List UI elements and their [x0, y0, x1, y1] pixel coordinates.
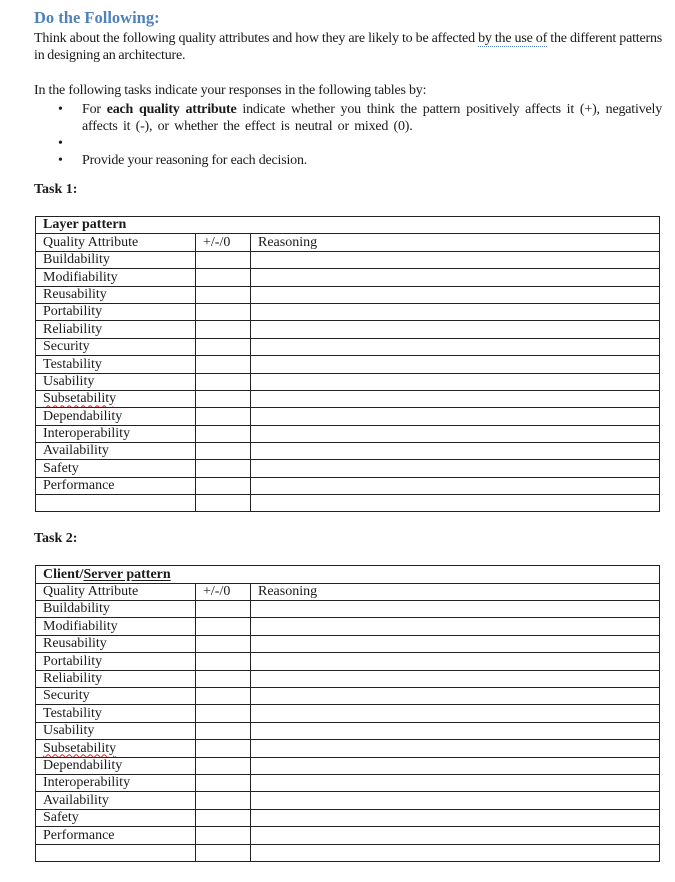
- attribute-name: Availability: [43, 792, 109, 808]
- rating-cell[interactable]: [196, 477, 251, 494]
- rating-cell[interactable]: [196, 722, 251, 739]
- table-row: [36, 425, 660, 442]
- attribute-name: Buildability: [43, 601, 110, 617]
- reasoning-cell[interactable]: [251, 687, 660, 704]
- rating-cell[interactable]: [196, 321, 251, 338]
- table-row: [36, 601, 660, 618]
- bullet-1-pre: For: [82, 102, 107, 117]
- attribute-name: Performance: [43, 827, 115, 843]
- table-row: [36, 269, 660, 286]
- header-quality-attribute: Quality Attribute: [36, 583, 196, 600]
- reasoning-cell[interactable]: [251, 601, 660, 618]
- attribute-name: Reusability: [43, 286, 107, 302]
- attribute-name-cell: [36, 774, 196, 791]
- attribute-name-cell: [36, 477, 196, 494]
- attribute-name-cell: [36, 687, 196, 704]
- attribute-name-cell: [36, 827, 196, 844]
- intro-dotted-phrase: by the use of: [478, 31, 548, 46]
- attribute-name-cell: [36, 460, 196, 477]
- task-1-table: [35, 216, 660, 512]
- attribute-name: Reliability: [43, 670, 103, 686]
- rating-cell[interactable]: [196, 269, 251, 286]
- header-reasoning: Reasoning: [251, 234, 660, 251]
- reasoning-cell[interactable]: [251, 356, 660, 373]
- rating-cell[interactable]: [196, 687, 251, 704]
- bullet-1-bold: each quality attribute: [106, 102, 237, 117]
- pattern-title-prefix: Client/: [43, 566, 84, 582]
- reasoning-cell[interactable]: [251, 809, 660, 826]
- reasoning-cell[interactable]: [251, 443, 660, 460]
- intro-paragraph: [34, 30, 662, 64]
- rating-cell[interactable]: [196, 653, 251, 670]
- rating-cell[interactable]: [196, 705, 251, 722]
- attribute-name: Security: [43, 688, 90, 704]
- attribute-name-cell: [36, 251, 196, 268]
- empty-cell[interactable]: [36, 495, 196, 512]
- attribute-name: Dependability: [43, 757, 123, 773]
- table-row: [36, 687, 660, 704]
- attribute-name-cell: [36, 425, 196, 442]
- bullet-dot-icon: •: [58, 102, 63, 117]
- header-quality-attribute: Quality Attribute: [36, 234, 196, 251]
- reasoning-cell[interactable]: [251, 827, 660, 844]
- attribute-name: Interoperability: [43, 775, 131, 791]
- attribute-name: Performance: [43, 478, 115, 494]
- rating-cell[interactable]: [196, 757, 251, 774]
- attribute-name-cell: [36, 408, 196, 425]
- instructions-paragraph: In the following tasks indicate your responses in the following tables by:: [34, 83, 427, 98]
- table-row: [36, 635, 660, 652]
- table-row: [36, 286, 660, 303]
- attribute-name-cell: [36, 303, 196, 320]
- attribute-name: Modifiability: [43, 618, 118, 634]
- attribute-name-cell: [36, 390, 196, 407]
- empty-cell[interactable]: [251, 844, 660, 861]
- rating-cell[interactable]: [196, 251, 251, 268]
- task-2-table: [35, 565, 660, 861]
- table-row: [36, 303, 660, 320]
- attribute-name: Subsetability: [43, 740, 117, 756]
- attribute-name-cell: [36, 338, 196, 355]
- rating-cell[interactable]: [196, 635, 251, 652]
- attribute-name: Availability: [43, 443, 109, 459]
- attribute-name-cell: [36, 269, 196, 286]
- table-row: [36, 338, 660, 355]
- attribute-name: Portability: [43, 304, 103, 320]
- rating-cell[interactable]: [196, 827, 251, 844]
- table-row: [36, 670, 660, 687]
- table-row: [36, 722, 660, 739]
- bullet-3-text: Provide your reasoning for each decision.: [82, 153, 308, 168]
- reasoning-cell[interactable]: [251, 321, 660, 338]
- rating-cell[interactable]: [196, 303, 251, 320]
- intro-text-end: the different patterns in designing an architecture.: [34, 31, 662, 63]
- reasoning-cell[interactable]: [251, 373, 660, 390]
- rating-cell[interactable]: [196, 792, 251, 809]
- attribute-name-cell: [36, 443, 196, 460]
- bullet-dot-icon: •: [58, 136, 63, 151]
- rating-cell[interactable]: [196, 408, 251, 425]
- pattern-title-underlined: Server pattern: [83, 566, 171, 582]
- task-2-title: Task 2:: [34, 531, 78, 547]
- attribute-name-cell: [36, 321, 196, 338]
- reasoning-cell[interactable]: [251, 425, 660, 442]
- table-row: [36, 356, 660, 373]
- attribute-name-cell: [36, 705, 196, 722]
- table-row: [36, 251, 660, 268]
- table-row: [36, 390, 660, 407]
- reasoning-cell[interactable]: [251, 286, 660, 303]
- bullet-dot-icon: •: [58, 153, 63, 168]
- reasoning-cell[interactable]: [251, 792, 660, 809]
- empty-cell[interactable]: [196, 495, 251, 512]
- pattern-title-cell: [36, 566, 660, 583]
- reasoning-cell[interactable]: [251, 338, 660, 355]
- attribute-name-cell: [36, 757, 196, 774]
- attribute-name-cell: [36, 792, 196, 809]
- empty-cell[interactable]: [36, 844, 196, 861]
- attribute-name-cell: [36, 653, 196, 670]
- bullet-item-quality-attribute: [34, 101, 662, 135]
- attribute-name-cell: [36, 356, 196, 373]
- reasoning-cell[interactable]: [251, 774, 660, 791]
- attribute-name-cell: [36, 635, 196, 652]
- reasoning-cell[interactable]: [251, 653, 660, 670]
- reasoning-cell[interactable]: [251, 722, 660, 739]
- table-row: [36, 408, 660, 425]
- attribute-name-cell: [36, 618, 196, 635]
- pattern-title-cell: Layer pattern: [36, 217, 660, 234]
- header-rating: +/-/0: [196, 583, 251, 600]
- attribute-name: Safety: [43, 460, 79, 476]
- reasoning-cell[interactable]: [251, 251, 660, 268]
- rating-cell[interactable]: [196, 425, 251, 442]
- table-row: [36, 774, 660, 791]
- reasoning-cell[interactable]: [251, 757, 660, 774]
- table-title-row: [36, 217, 660, 234]
- reasoning-cell[interactable]: [251, 670, 660, 687]
- header-rating: +/-/0: [196, 234, 251, 251]
- attribute-name: Security: [43, 339, 90, 355]
- attribute-name-cell: [36, 601, 196, 618]
- reasoning-cell[interactable]: [251, 477, 660, 494]
- rating-cell[interactable]: [196, 809, 251, 826]
- table-row: [36, 460, 660, 477]
- attribute-name-cell: [36, 286, 196, 303]
- table-row: [36, 443, 660, 460]
- table-row: [36, 757, 660, 774]
- attribute-name: Subsetability: [43, 391, 117, 407]
- rating-cell[interactable]: [196, 443, 251, 460]
- attribute-name-cell: [36, 722, 196, 739]
- attribute-name: Buildability: [43, 252, 110, 268]
- reasoning-cell[interactable]: [251, 705, 660, 722]
- rating-cell[interactable]: [196, 740, 251, 757]
- table-row: [36, 827, 660, 844]
- document-page: [34, 8, 662, 862]
- attribute-name-cell: [36, 740, 196, 757]
- attribute-name-cell: [36, 670, 196, 687]
- rating-cell[interactable]: [196, 670, 251, 687]
- empty-cell[interactable]: [251, 495, 660, 512]
- empty-cell[interactable]: [196, 844, 251, 861]
- rating-cell[interactable]: [196, 356, 251, 373]
- reasoning-cell[interactable]: [251, 740, 660, 757]
- reasoning-cell[interactable]: [251, 460, 660, 477]
- attribute-name: Interoperability: [43, 426, 131, 442]
- table-row: [36, 373, 660, 390]
- table-row: [36, 705, 660, 722]
- table-row: [36, 618, 660, 635]
- rating-cell[interactable]: [196, 338, 251, 355]
- reasoning-cell[interactable]: [251, 269, 660, 286]
- table-row: [36, 809, 660, 826]
- attribute-name-cell: [36, 809, 196, 826]
- attribute-name: Testability: [43, 356, 102, 372]
- attribute-name: Dependability: [43, 408, 123, 424]
- attribute-name: Modifiability: [43, 269, 118, 285]
- table-row: [36, 792, 660, 809]
- reasoning-cell[interactable]: [251, 408, 660, 425]
- attribute-name: Testability: [43, 705, 102, 721]
- rating-cell[interactable]: [196, 774, 251, 791]
- rating-cell[interactable]: [196, 286, 251, 303]
- reasoning-cell[interactable]: [251, 303, 660, 320]
- header-reasoning: Reasoning: [251, 583, 660, 600]
- attribute-name: Reliability: [43, 321, 103, 337]
- attribute-name: Portability: [43, 653, 103, 669]
- rating-cell[interactable]: [196, 601, 251, 618]
- rating-cell[interactable]: [196, 390, 251, 407]
- bullet-1-post: indicate whether you think the pattern positively affects it (+), negatively affects it (-), or whether the effect is neutral or mixed (0).: [82, 102, 662, 134]
- bullet-item-empty: [34, 135, 662, 152]
- empty-table-row: [36, 495, 660, 512]
- rating-cell[interactable]: [196, 373, 251, 390]
- task-1-title: Task 1:: [34, 182, 78, 197]
- attribute-name: Usability: [43, 723, 95, 739]
- table-title-row: [36, 566, 660, 583]
- table-row: [36, 477, 660, 494]
- reasoning-cell[interactable]: [251, 618, 660, 635]
- rating-cell[interactable]: [196, 460, 251, 477]
- attribute-name: Reusability: [43, 636, 107, 652]
- table-header-row: [36, 234, 660, 251]
- attribute-name: Safety: [43, 810, 79, 826]
- table-row: [36, 321, 660, 338]
- table-row: [36, 740, 660, 757]
- attribute-name-cell: [36, 373, 196, 390]
- intro-text-start: Think about the following quality attributes and how they are likely to be affected: [34, 31, 479, 46]
- rating-cell[interactable]: [196, 618, 251, 635]
- bullet-item-reasoning: [34, 152, 662, 169]
- attribute-name: Usability: [43, 373, 95, 389]
- reasoning-cell[interactable]: [251, 635, 660, 652]
- page-heading: Do the Following:: [34, 8, 160, 27]
- reasoning-cell[interactable]: [251, 390, 660, 407]
- table-header-row: [36, 583, 660, 600]
- empty-table-row: [36, 844, 660, 861]
- instruction-bullet-list: [34, 101, 662, 169]
- table-row: [36, 653, 660, 670]
